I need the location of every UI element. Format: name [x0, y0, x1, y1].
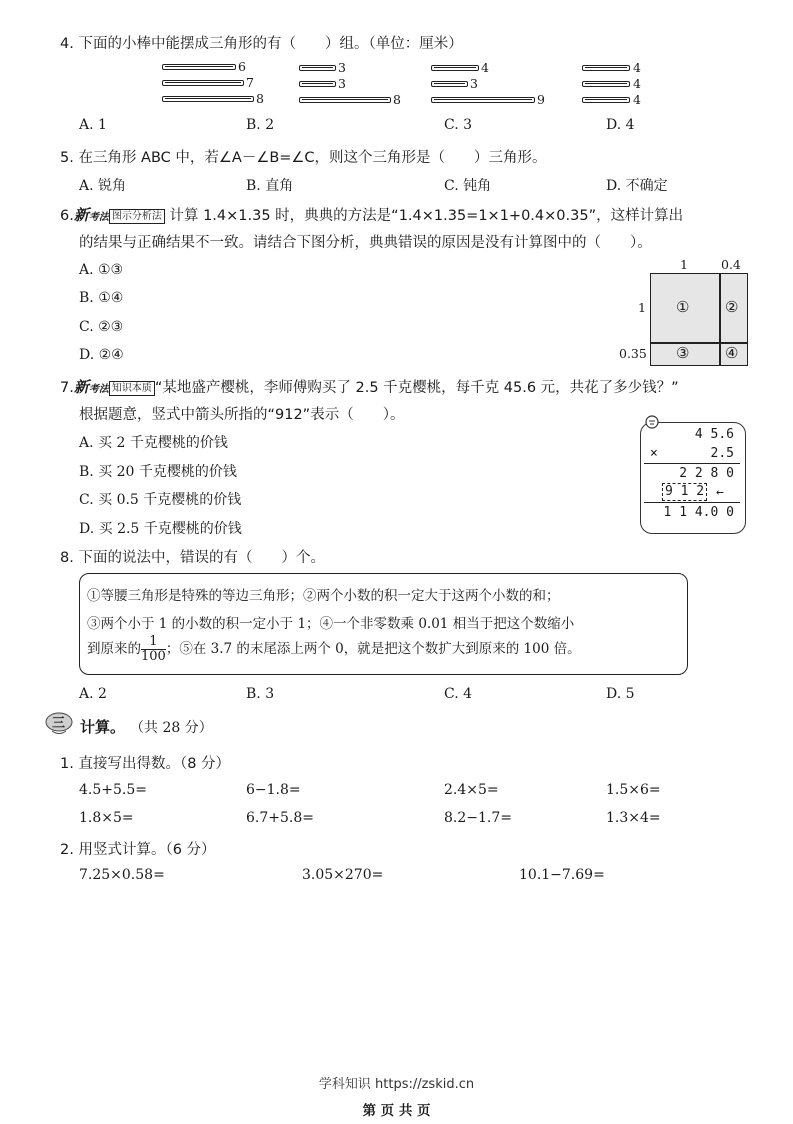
q8-box-line2: ③两个小于 1 的小数的积一定小于 1；④一个非零数乘 0.01 相当于把这个数缩小	[87, 616, 575, 632]
q6-stem-line2: 的结果与正确结果不一致。请结合下图分析，典典错误的原因是没有计算图中的（ ）。	[79, 235, 652, 251]
calc-item: 7.25×0.58=	[79, 867, 165, 883]
q6-option-d[interactable]: D. ②④	[79, 347, 124, 363]
q7-number: 7.	[60, 380, 74, 396]
calc-item: 6−1.8=	[246, 782, 301, 798]
stick	[162, 80, 244, 86]
section-title: 计算。	[80, 718, 126, 736]
stick	[299, 81, 336, 87]
cell-4: ④	[725, 344, 739, 362]
q5-option-d[interactable]: D. 不确定	[606, 178, 668, 194]
stick	[162, 64, 236, 70]
calc-row-multiplier	[644, 444, 740, 464]
q5-option-c[interactable]: C. 钝角	[444, 178, 492, 194]
stick	[431, 81, 468, 87]
q7-option-b[interactable]: B. 买 20 千克樱桃的价钱	[79, 464, 237, 480]
q6-stem-line1	[60, 204, 683, 225]
stick-length: 9	[537, 92, 545, 107]
fraction-1-100	[141, 635, 166, 664]
q8-option-c[interactable]: C. 4	[444, 686, 473, 702]
stick	[582, 97, 630, 103]
calc-row-product: 1 1 4.0 0	[663, 505, 734, 520]
stick-length: 8	[256, 91, 264, 106]
section-badge	[44, 712, 76, 736]
calc-item: 2.4×5=	[444, 782, 499, 798]
stick-length: 3	[338, 60, 346, 75]
diagram-top-label: 0.4	[721, 257, 741, 272]
q6-option-a[interactable]: A. ①③	[79, 262, 124, 278]
c1-stem: 1. 直接写出得数。（8 分）	[60, 756, 231, 772]
q7-option-a[interactable]: A. 买 2 千克樱桃的价钱	[79, 435, 228, 451]
q7-stem-line2: 根据题意，竖式中箭头所指的“912”表示（ ）。	[79, 407, 405, 423]
q7-option-d[interactable]: D. 买 2.5 千克樱桃的价钱	[79, 521, 242, 537]
q8-option-a[interactable]: A. 2	[79, 686, 107, 702]
multiplier-value: 2.5	[710, 446, 734, 461]
q6-text-1: 计算 1.4×1.35 时，典典的方法是“1.4×1.35=1×1+0.4×0.35”，这样计算出	[169, 208, 684, 224]
q7-stem-line1	[60, 376, 679, 397]
new-badge-sub: 考法	[88, 384, 109, 395]
stick-length: 7	[246, 75, 254, 90]
calc-item: 6.7+5.8=	[246, 810, 314, 826]
cell-3: ③	[676, 344, 690, 362]
fraction-numerator: 1	[141, 635, 166, 650]
q5-option-b[interactable]: B. 直角	[246, 178, 294, 194]
q5-stem: 5. 在三角形 ABC 中，若∠A－∠B=∠C，则这个三角形是（ ）三角形。	[60, 150, 547, 166]
q8-stem: 8. 下面的说法中，错误的有（ ）个。	[60, 550, 325, 566]
stick	[582, 81, 630, 87]
stick-length: 3	[338, 76, 346, 91]
q7-text-1: “某地盛产樱桃，李师傅购买了 2.5 千克樱桃，每千克 45.6 元，共花了多少钱？”	[154, 380, 679, 396]
q8-option-b[interactable]: B. 3	[246, 686, 275, 702]
stick	[431, 65, 479, 71]
q4-option-a[interactable]: A. 1	[79, 117, 107, 133]
q7-option-c[interactable]: C. 买 0.5 千克樱桃的价钱	[79, 492, 242, 508]
times-sign: ×	[650, 446, 658, 461]
q5-option-a[interactable]: A. 锐角	[79, 178, 127, 194]
cell-2: ②	[725, 298, 739, 316]
footer-source: 学科知识 https://zskid.cn	[318, 1077, 475, 1092]
diagram-top-label: 1	[680, 257, 688, 272]
highlighted-912: 9 1 2	[662, 483, 707, 501]
new-badge: 新	[73, 378, 89, 396]
stick-length: 6	[238, 59, 246, 74]
c2-stem: 2. 用竖式计算。（6 分）	[60, 842, 216, 858]
new-badge: 新	[73, 206, 89, 224]
calc-row-partial2	[644, 483, 740, 503]
calc-item: 1.5×6=	[606, 782, 661, 798]
stick-length: 4	[633, 60, 641, 75]
calc-item: 10.1−7.69=	[519, 867, 605, 883]
stick	[162, 96, 254, 102]
footer-page: 第 页 共 页	[362, 1103, 431, 1119]
calc-item: 3.05×270=	[302, 867, 384, 883]
arrow-icon: ←	[716, 485, 724, 500]
stick-length: 4	[633, 92, 641, 107]
q8-box-line3	[87, 633, 581, 665]
stick-length: 3	[470, 76, 478, 91]
q8-line3-a: 到原来的	[87, 641, 141, 657]
q4-option-c[interactable]: C. 3	[444, 117, 473, 133]
stick	[582, 65, 630, 71]
stick-length: 8	[393, 92, 401, 107]
q4-option-d[interactable]: D. 4	[606, 117, 635, 133]
diagram-side-label: 1	[638, 300, 646, 315]
q8-box-line1: ①等腰三角形是特殊的等边三角形；②两个小数的积一定大于这两个小数的和；	[87, 588, 560, 604]
stick	[431, 97, 535, 103]
fraction-denominator: 100	[141, 649, 166, 664]
method-tag: 知识本质	[109, 381, 155, 396]
calc-row-partial1: 2 2 8 0	[679, 466, 734, 481]
divider	[719, 273, 721, 365]
q4-option-b[interactable]: B. 2	[246, 117, 275, 133]
q6-option-b[interactable]: B. ①④	[79, 290, 124, 306]
section-number: 三	[52, 716, 66, 731]
stick-length: 4	[481, 60, 489, 75]
q4-stem: 4. 下面的小棒中能摆成三角形的有（ ）组。（单位：厘米）	[60, 36, 463, 52]
calc-item: 1.3×4=	[606, 810, 661, 826]
calc-row-multiplicand: 4 5.6	[694, 427, 734, 442]
calc-item: 8.2−1.7=	[444, 810, 512, 826]
cell-1: ①	[676, 298, 690, 316]
stick	[299, 65, 336, 71]
q8-option-d[interactable]: D. 5	[606, 686, 635, 702]
method-tag: 图示分析法	[109, 209, 165, 224]
stick	[299, 97, 391, 103]
new-badge-sub: 考法	[88, 212, 109, 223]
stick-length: 4	[633, 76, 641, 91]
diagram-side-label: 0.35	[619, 346, 647, 361]
calc-item: 1.8×5=	[79, 810, 134, 826]
section-score: （共 28 分）	[130, 720, 213, 736]
calc-item: 4.5+5.5=	[79, 782, 147, 798]
q8-line3-b: ；⑤在 3.7 的末尾添上两个 0，就是把这个数扩大到原来的 100 倍。	[165, 641, 581, 657]
q6-number: 6.	[60, 208, 74, 224]
q6-option-c[interactable]: C. ②③	[79, 319, 124, 335]
